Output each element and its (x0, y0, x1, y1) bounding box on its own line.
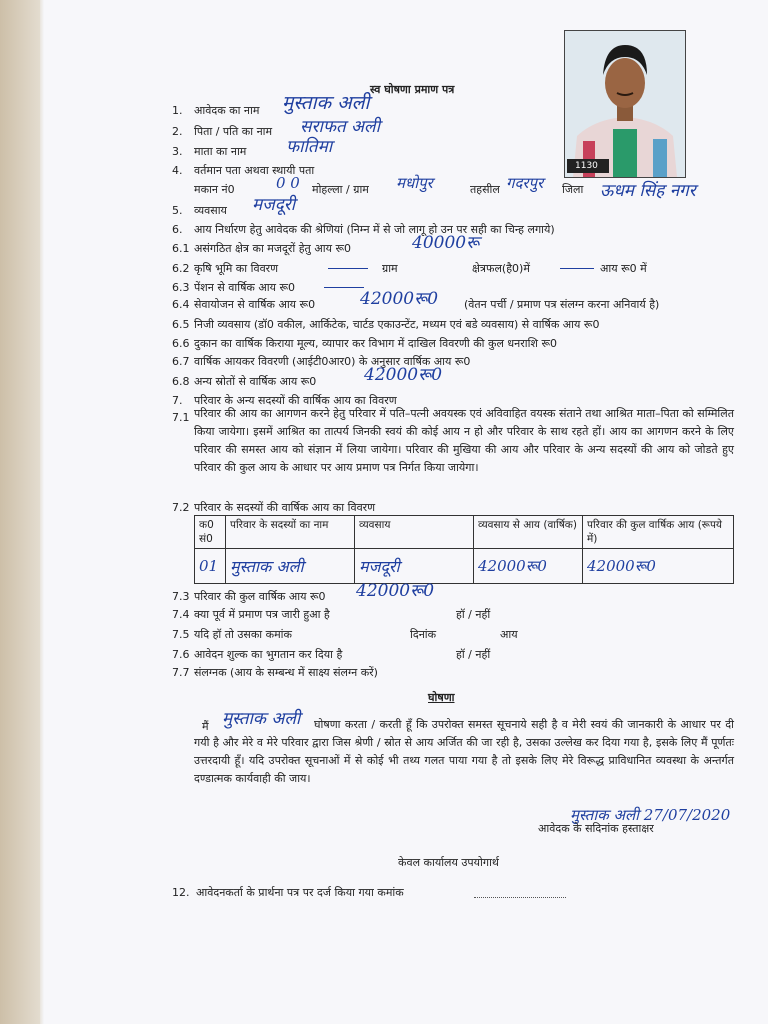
field-6-5-label: निजी व्यवसाय (डॉ0 वकील, आर्किटेक, चार्टड एकाउन्टेंट, मध्यम एवं बडे व्यवसाय) से वार्षिक आय रू0 (194, 318, 600, 331)
field-4-label: वर्तमान पता अथवा स्थायी पता (194, 164, 315, 177)
field-7-7-num: 7.7 (172, 666, 190, 679)
field-6-2-gram: ग्राम (382, 262, 398, 275)
field-7-4-num: 7.4 (172, 608, 190, 621)
family-income-table (194, 515, 734, 584)
field-12-blank (474, 897, 566, 898)
field-7-2-label: परिवार के सदस्यों की वार्षिक आय का विवरण (194, 501, 376, 514)
field-6-3-label: पेंशन से वार्षिक आय रू0 (194, 281, 296, 294)
district-value: ऊधम सिंह नगर (600, 181, 696, 201)
field-2-num: 2. (172, 125, 183, 138)
applicant-name-value: मुस्ताक अली (282, 92, 370, 114)
occupation-value: मजदूरी (252, 195, 296, 215)
field-7-5-income: आय (500, 628, 518, 641)
district-label: जिला (562, 183, 584, 196)
unorganised-income-value: 40000रू (412, 233, 480, 253)
field-6-2-area: क्षेत्रफल(है0)में (472, 262, 530, 275)
table-row (195, 549, 734, 584)
field-6-7-num: 6.7 (172, 355, 190, 368)
col-header-family-income: परिवार की कुल वार्षिक आय (रूपये में) (583, 516, 734, 549)
mohalla-value: मधोपुर (396, 174, 433, 192)
table-header-row (195, 516, 734, 549)
mother-name-value: फातिमा (286, 137, 333, 157)
field-6-4-num: 6.4 (172, 298, 190, 311)
field-6-6-num: 6.6 (172, 337, 190, 350)
field-6-8-num: 6.8 (172, 375, 190, 388)
field-3-label: माता का नाम (194, 145, 247, 158)
field-7-4-label: क्या पूर्व में प्रमाण पत्र जारी हुआ है (194, 608, 330, 621)
house-no-value: 0 0 (276, 174, 300, 192)
field-6-6-label: दुकान का वार्षिक किराया मूल्य, व्यापार कर विभाग में दाखिल विवरणी की कुल धनराशि रू0 (194, 337, 557, 350)
field-7-6-num: 7.6 (172, 648, 190, 661)
field-6-2-num: 6.2 (172, 262, 190, 275)
applicant-photo (564, 30, 686, 178)
field-4-num: 4. (172, 164, 183, 177)
field-7-num: 7. (172, 394, 183, 407)
field-7-6-options: हॉ / नहीं (456, 648, 491, 661)
field-7-6-label: आवेदन शुल्क का भुगतान कर दिया है (194, 648, 343, 661)
field-6-4-label: सेवायोजन से वार्षिक आय रू0 (194, 298, 316, 311)
field-6-3-num: 6.3 (172, 281, 190, 294)
field-7-5-label: यदि हॉ तो उसका कमांक (194, 628, 292, 641)
tehsil-label: तहसील (470, 183, 500, 196)
field-6-2-income: आय रू0 में (600, 262, 647, 275)
field-7-2-num: 7.2 (172, 501, 190, 514)
declaration-prefix: मैं (202, 720, 209, 733)
signature-label: आवेदक के सदिनांक हस्ताक्षर (538, 822, 654, 835)
field-7-5-num: 7.5 (172, 628, 190, 641)
paper-edge (0, 0, 40, 1024)
total-family-income-value: 42000रू0 (356, 581, 435, 601)
field-7-label: परिवार के अन्य सदस्यों की वार्षिक आय का विवरण (194, 394, 397, 407)
field-7-7-label: संलग्नक (आय के सम्बन्ध में साक्ष्य संलग्न करें) (194, 666, 378, 679)
cell-name: मुस्ताक अली (226, 549, 355, 584)
father-name-value: सराफत अली (300, 117, 380, 137)
family-income-note: परिवार की आय का आगणन करने हेतु परिवार में पति–पत्नी अवयस्क एवं अविवाहित वयस्क संताने तथा आश्रित माता–पिता को सम्मिलित किया जायेगा। इसमें आश्रित का तात्पर्य जिनकी स्वयं की कोई आय न हो और परिवार के साथ रहते हों। आय का आगणन करने के लिए परिवार की समस्त आय को संज्ञान में लिया जायेगा। परिवार की मुखिया की आय और परिवार के अन्य सदस्यों की आय को जोडते हुए परिवार की कुल आय के आधार पर आय प्रमाण पत्र निर्गत किया जायेगा। (194, 407, 734, 474)
field-5-num: 5. (172, 204, 183, 217)
strike-line (328, 268, 368, 269)
field-6-1-num: 6.1 (172, 242, 190, 255)
field-6-7-label: वार्षिक आयकर विवरणी (आईटी0आर0) के अनुसार वार्षिक आय रू0 (194, 355, 471, 368)
field-1-label: आवेदक का नाम (194, 104, 260, 117)
cell-occupation-income: 42000रू0 (474, 549, 583, 584)
photo-number: 1130 (575, 161, 598, 171)
strike-line (560, 268, 594, 269)
cell-occupation: मजदूरी (355, 549, 474, 584)
field-7-5-date: दिनांक (410, 628, 437, 641)
declaration-text: घोषणा करता / करती हूँ कि उपरोक्त समस्त सूचनाये सही है व मेरी स्वयं की जानकारी के आधार पर दी गयी है और मेरे व मेरे परिवार द्वारा जिस श्रेणी / स्रोत से आय अर्जित की जा रही है, उसका उल्लेख कर दिया गया है, इसके लिए मैं पूर्णतः उत्तरदायी हूँ। यदि उपरोक्त सूचनाओं में से कोई भी तथ्य गलत पाया गया है तो इसके लिए मेरे विरूद्ध प्राविधानित व्यवस्था के अन्तर्गत दण्डात्मक कार्यवाही की जाय। (194, 718, 734, 785)
col-header-serial: क0 सं0 (195, 516, 226, 549)
field-5-label: व्यवसाय (194, 204, 227, 217)
declarant-name: मुस्ताक अली (222, 709, 301, 729)
field-6-2-label: कृषि भूमि का विवरण (194, 262, 279, 275)
field-6-5-num: 6.5 (172, 318, 190, 331)
employment-income-value: 42000रू0 (360, 289, 439, 309)
office-heading: केवल कार्यालय उपयोगार्थ (398, 856, 499, 869)
field-6-label: आय निर्धारण हेतु आवेदक की श्रेणियां (निम्न में से जो लागू हो उन पर सही का चिन्ह लगाये) (194, 223, 555, 236)
other-income-value: 42000रू0 (364, 365, 443, 385)
field-1-num: 1. (172, 104, 183, 117)
house-no-label: मकान नं0 (194, 183, 235, 196)
field-7-1-num: 7.1 (172, 411, 190, 424)
field-12-num: 12. (172, 886, 190, 899)
page-title: स्व घोषणा प्रमाण पत्र (370, 83, 455, 96)
field-6-8-label: अन्य स्रोतों से वार्षिक आय रू0 (194, 375, 317, 388)
field-7-3-label: परिवार की कुल वार्षिक आय रू0 (194, 590, 326, 603)
col-header-occupation: व्यवसाय (355, 516, 474, 549)
col-header-name: परिवार के सदस्यों का नाम (226, 516, 355, 549)
field-3-num: 3. (172, 145, 183, 158)
field-2-label: पिता / पति का नाम (194, 125, 273, 138)
field-6-4-note: (वेतन पर्ची / प्रमाण पत्र संलग्न करना अनिवार्य है) (464, 298, 660, 311)
field-7-4-options: हॉ / नहीं (456, 608, 491, 621)
person-photo-icon (565, 31, 685, 177)
signature: मुस्ताक अली 27/07/2020 (570, 806, 731, 824)
field-6-1-label: असंगठित क्षेत्र का मजदूरों हेतु आय रू0 (194, 242, 351, 255)
col-header-occupation-income: व्यवसाय से आय (वार्षिक) (474, 516, 583, 549)
field-7-3-num: 7.3 (172, 590, 190, 603)
field-6-num: 6. (172, 223, 183, 236)
cell-family-income: 42000रू0 (583, 549, 734, 584)
declaration-heading: घोषणा (428, 691, 455, 704)
field-12-label: आवेदनकर्ता के प्रार्थना पत्र पर दर्ज किया गया कमांक (196, 886, 404, 899)
tehsil-value: गदरपुर (506, 174, 544, 192)
cell-serial: 01 (195, 549, 226, 584)
strike-line (324, 287, 364, 288)
mohalla-label: मोहल्ला / ग्राम (312, 183, 369, 196)
